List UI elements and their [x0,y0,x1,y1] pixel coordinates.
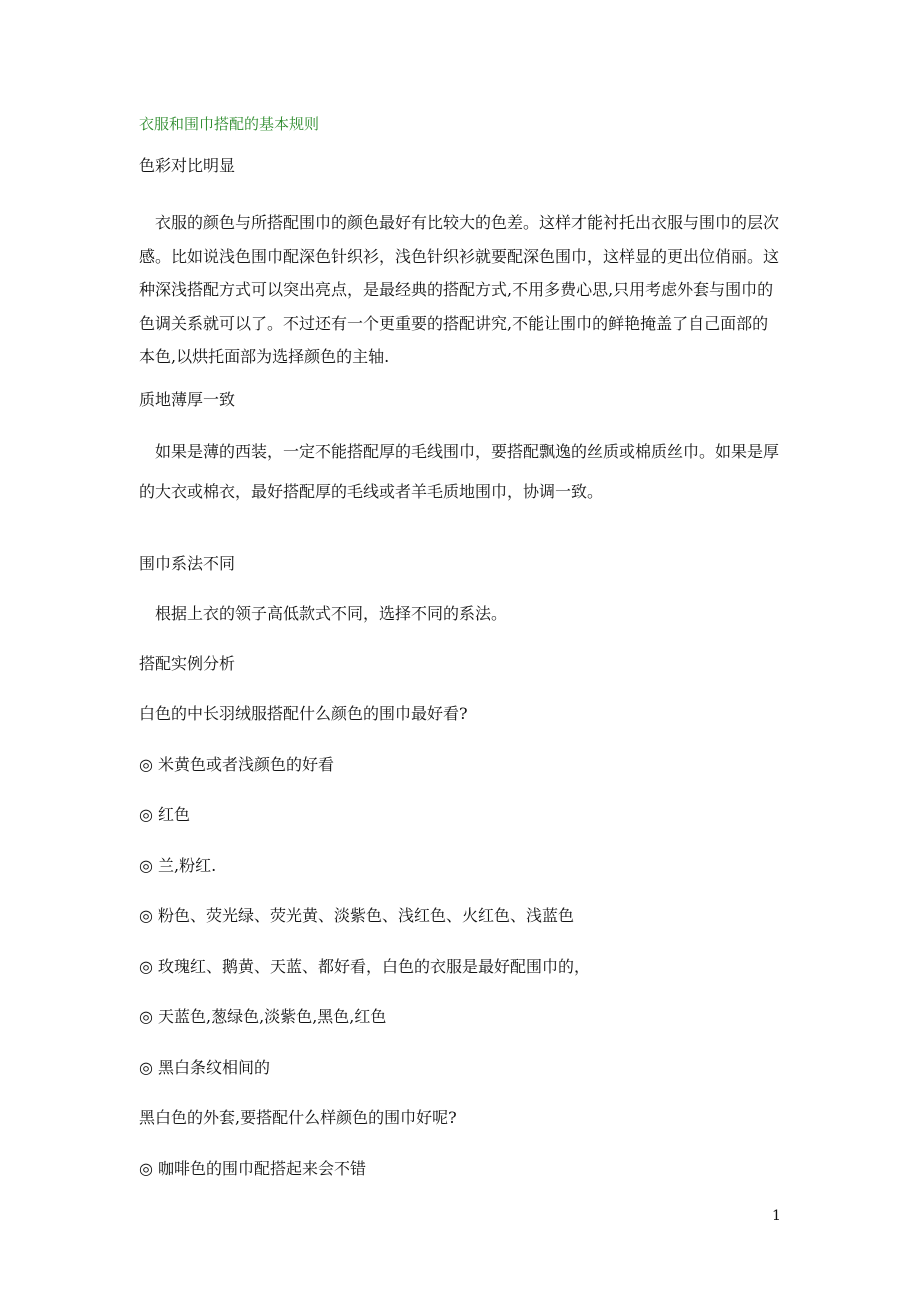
paragraph-line: 如果是薄的西装，一定不能搭配厚的毛线围巾，要搭配飘逸的丝质或棉质丝巾。如果是厚 [139,442,780,461]
paragraph [139,432,779,512]
paragraph-line: 色调关系就可以了。不过还有一个更重要的搭配讲究,不能让围巾的鲜艳掩盖了自己面部的 [139,313,769,333]
answer-item: ◎ 玫瑰红、鹅黄、天蓝、都好看，白色的衣服是最好配围巾的， [139,957,591,976]
paragraph: 根据上衣的领子高低款式不同，选择不同的系法。 [139,604,508,623]
paragraph [139,206,779,374]
answer-item: ◎ 兰,粉红. [139,856,217,875]
answer-item: ◎ 米黄色或者浅颜色的好看 [139,755,335,774]
document-title: 衣服和围巾搭配的基本规则 [139,115,320,133]
paragraph-line: 种深浅搭配方式可以突出亮点，是最经典的搭配方式,不用多费心思,只用考虑外套与围巾的 [139,280,774,299]
answer-item: ◎ 黑白条纹相间的 [139,1058,271,1077]
page-number: 1 [772,1208,781,1224]
question: 黑白色的外套,要搭配什么样颜色的围巾好呢? [139,1108,457,1127]
answer-item: ◎ 粉色、荧光绿、荧光黄、淡紫色、浅红色、火红色、浅蓝色 [139,906,575,925]
section-heading: 搭配实例分析 [139,654,236,673]
answer-item: ◎ 咖啡色的围巾配搭起来会不错 [139,1159,367,1178]
paragraph-line: 本色,以烘托面部为选择颜色的主轴. [139,347,390,366]
section-heading: 色彩对比明显 [139,156,236,175]
section-heading: 围巾系法不同 [139,554,236,573]
question: 白色的中长羽绒服搭配什么颜色的围巾最好看? [139,704,468,723]
paragraph-line: 的大衣或棉衣，最好搭配厚的毛线或者羊毛质地围巾，协调一致。 [139,482,604,501]
answer-item: ◎ 红色 [139,805,191,824]
answer-item: ◎ 天蓝色,葱绿色,淡紫色,黑色,红色 [139,1007,387,1026]
section-heading: 质地薄厚一致 [139,390,236,409]
paragraph-line: 感。比如说浅色围巾配深色针织衫，浅色针织衫就要配深色围巾，这样显的更出位俏丽。这 [139,246,780,266]
paragraph-line: 衣服的颜色与所搭配围巾的颜色最好有比较大的色差。这样才能衬托出衣服与围巾的层次 [139,213,780,232]
